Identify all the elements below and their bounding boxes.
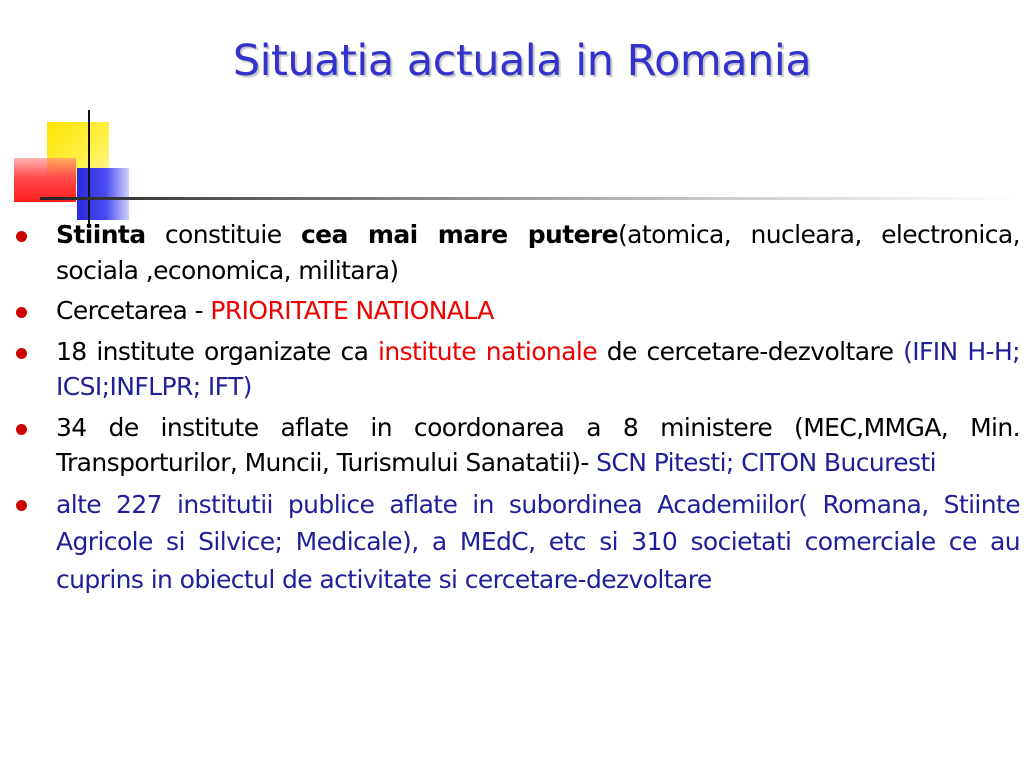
highlight-blue: (IFIN H-H; ICSI;INFLPR; IFT) [56,336,1021,401]
bullet-list [16,217,1020,603]
vertical-line [88,110,90,228]
highlight-red: institute nationale [378,336,598,366]
text-segment: Cercetarea - [56,296,211,325]
text-segment: 18 institute organizate ca [56,336,379,366]
bullet-item-academii [16,486,1020,599]
bullet-item-cercetarea [16,293,1020,329]
text-segment: 34 de institute aflate in coordonarea a 8 ministere (MEC,MMGA, Min. Transporturilor, Muncii, Turismului Sanatatii)- [56,412,1020,477]
blue-square [77,168,129,220]
bullet-dot-icon [16,231,27,242]
bold-phrase: cea mai mare putere [300,220,619,249]
highlight-red: PRIORITATE NATIONALA [210,296,494,325]
bullet-dot-icon [16,307,27,318]
highlight-blue: SCN Pitesti; CITON Bucuresti [596,448,936,477]
bullet-item-ministere [16,410,1020,481]
bullet-item-institute-nationale [16,334,1020,405]
bullet-dot-icon [16,500,27,511]
bullet-item-stiinta [16,217,1020,288]
red-square [14,158,76,202]
bullet-dot-icon [16,348,27,359]
title-divider [40,197,1020,200]
slide-title: Situatia actuala in Romania [232,36,812,86]
bold-term: Stiinta [56,220,146,249]
bullet-dot-icon [16,424,27,435]
text-segment: de cercetare-dezvoltare [597,336,904,366]
text-segment: constituie [145,220,301,249]
highlight-blue: alte 227 institutii publice aflate in subordinea Academiilor( Romana, Stiinte Agricole si Silvice; Medicale), a MEdC, etc si 310 societati comerciale ce au cuprins in obiectul de activitate si cercetare-dezvoltare [56,489,1020,594]
decorative-squares-logo [0,100,160,230]
text-segment: (atomica, nucleara, electronica, sociala ,economica, militara) [56,220,1020,285]
